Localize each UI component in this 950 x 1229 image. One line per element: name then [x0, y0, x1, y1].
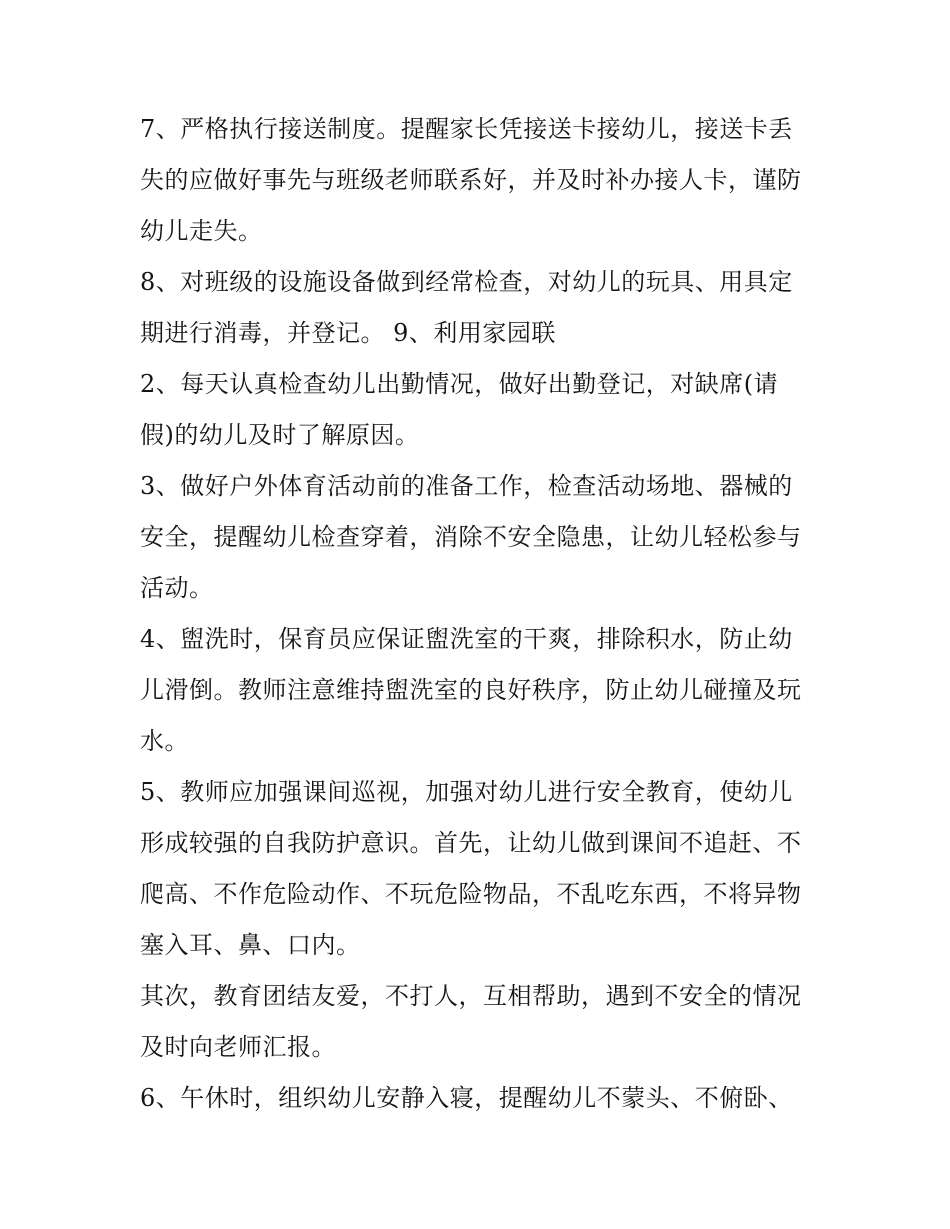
paragraph-item-4: 4、盥洗时，保育员应保证盥洗室的干爽，排除积水，防止幼 儿滑倒。教师注意维持盥洗室的良好秩序，防止幼儿碰撞及玩 水。 [140, 625, 802, 755]
paragraph-item-5: 5、教师应加强课间巡视，加强对幼儿进行安全教育，使幼儿 形成较强的自我防护意识。首先，让幼儿做到课间不追赶、不 爬高、不作危险动作、不玩危险物品，不乱吃东西，不将异物 塞入耳、鼻、口内。 [140, 778, 802, 959]
paragraph-item-2: 2、每天认真检查幼儿出勤情况，做好出勤登记，对缺席(请 假)的幼儿及时了解原因。 [140, 370, 779, 449]
paragraph-item-3: 3、做好户外体育活动前的准备工作，检查活动场地、器械的 安全，提醒幼儿检查穿着，消除不安全隐患，让幼儿轻松参与 活动。 [140, 472, 802, 602]
paragraph-item-6: 6、午休时，组织幼儿安静入寝，提醒幼儿不蒙头、不俯卧、 [140, 1084, 793, 1112]
paragraph-item-secondly: 其次，教育团结友爱，不打人，互相帮助，遇到不安全的情况 及时向老师汇报。 [140, 982, 802, 1061]
document-body [140, 104, 820, 1124]
paragraph-item-8: 8、对班级的设施设备做到经常检查，对幼儿的玩具、用具定 期进行消毒，并登记。 9、利用家园联 [140, 268, 793, 347]
paragraph-item-7: 7、严格执行接送制度。提醒家长凭接送卡接幼儿，接送卡丢 失的应做好事先与班级老师联系好，并及时补办接人卡，谨防 幼儿走失。 [140, 115, 802, 245]
